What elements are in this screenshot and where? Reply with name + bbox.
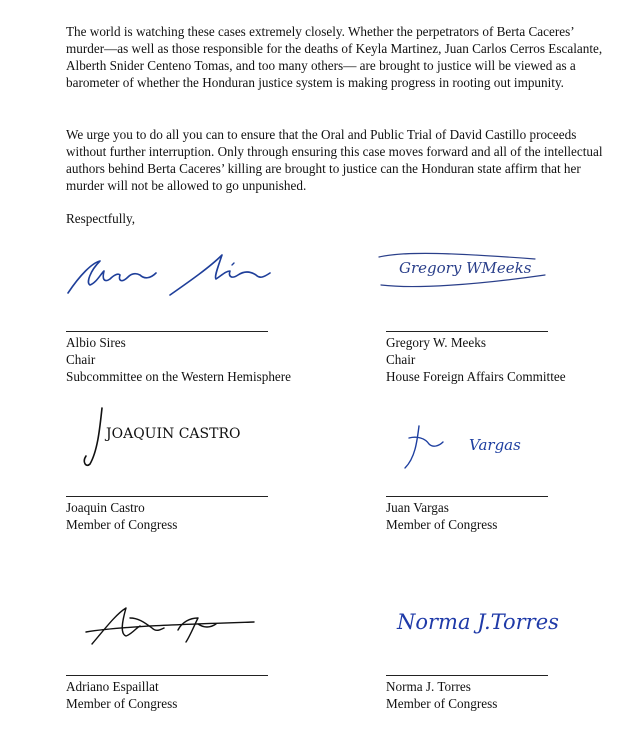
signatory-title: Member of Congress: [66, 517, 178, 532]
signatory-adriano-espaillat: [66, 678, 316, 712]
signature-adriano-espaillat: [82, 600, 262, 650]
signature-line-juan-vargas: [386, 496, 548, 497]
letter-paragraph-2: We urge you to do all you can to ensure that the Oral and Public Trial of David Castillo proceeds without further interruption. Only through ensuring this case moves forward and all of the intellectual authors behind Berta Caceres’ killing are brought to justice can the Honduran state affirm that her murder will not be allowed to go unpunished.: [66, 127, 603, 193]
signature-albio-sires: [60, 245, 280, 305]
signature-text: Gregory WMeeks: [399, 259, 532, 277]
signature-text: Norma J.Torres: [397, 610, 559, 634]
letter-paragraph-1: The world is watching these cases extremely closely. Whether the perpetrators of Berta Caceres’ murder—as well as those responsible for the deaths of Keyla Martinez, Juan Carlos Cerros Escalante, Alberth Snider Centeno Tomas, and too many others— are brought to justice will be viewed as a barometer of whether the Honduran justice system is making progress in rooting out impunity.: [66, 24, 603, 90]
signature-line-albio-sires: [66, 331, 268, 332]
signature-line-norma-torres: [386, 675, 548, 676]
signature-line-joaquin-castro: [66, 496, 268, 497]
signatory-role: Subcommittee on the Western Hemisphere: [66, 369, 292, 384]
signature-line-adriano-espaillat: [66, 675, 268, 676]
signatory-title: Chair: [66, 352, 96, 367]
signature-joaquin-castro: [80, 402, 280, 472]
signatory-norma-torres: [386, 678, 636, 712]
signatory-title: Member of Congress: [386, 696, 498, 711]
signature-juan-vargas: [395, 418, 545, 473]
signatory-gregory-meeks: [386, 334, 636, 385]
signature-text: JOAQUIN CASTRO: [106, 426, 241, 442]
signature-line-gregory-meeks: [386, 331, 548, 332]
signatory-name: Albio Sires: [66, 335, 126, 350]
signatory-juan-vargas: [386, 499, 636, 533]
letter-closing: Respectfully,: [66, 211, 136, 226]
signatory-name: Norma J. Torres: [386, 679, 471, 694]
signatory-name: Juan Vargas: [386, 500, 449, 515]
signatory-albio-sires: [66, 334, 316, 385]
signature-text: Vargas: [469, 436, 521, 454]
signatory-role: House Foreign Affairs Committee: [386, 369, 566, 384]
signatory-name: Adriano Espaillat: [66, 679, 159, 694]
signature-gregory-meeks: [375, 245, 555, 295]
signatory-joaquin-castro: [66, 499, 316, 533]
signatory-title: Member of Congress: [386, 517, 498, 532]
signatory-name: Joaquin Castro: [66, 500, 145, 515]
signature-norma-torres: [395, 595, 565, 650]
signatory-name: Gregory W. Meeks: [386, 335, 486, 350]
signatory-title: Member of Congress: [66, 696, 178, 711]
signatory-title: Chair: [386, 352, 416, 367]
